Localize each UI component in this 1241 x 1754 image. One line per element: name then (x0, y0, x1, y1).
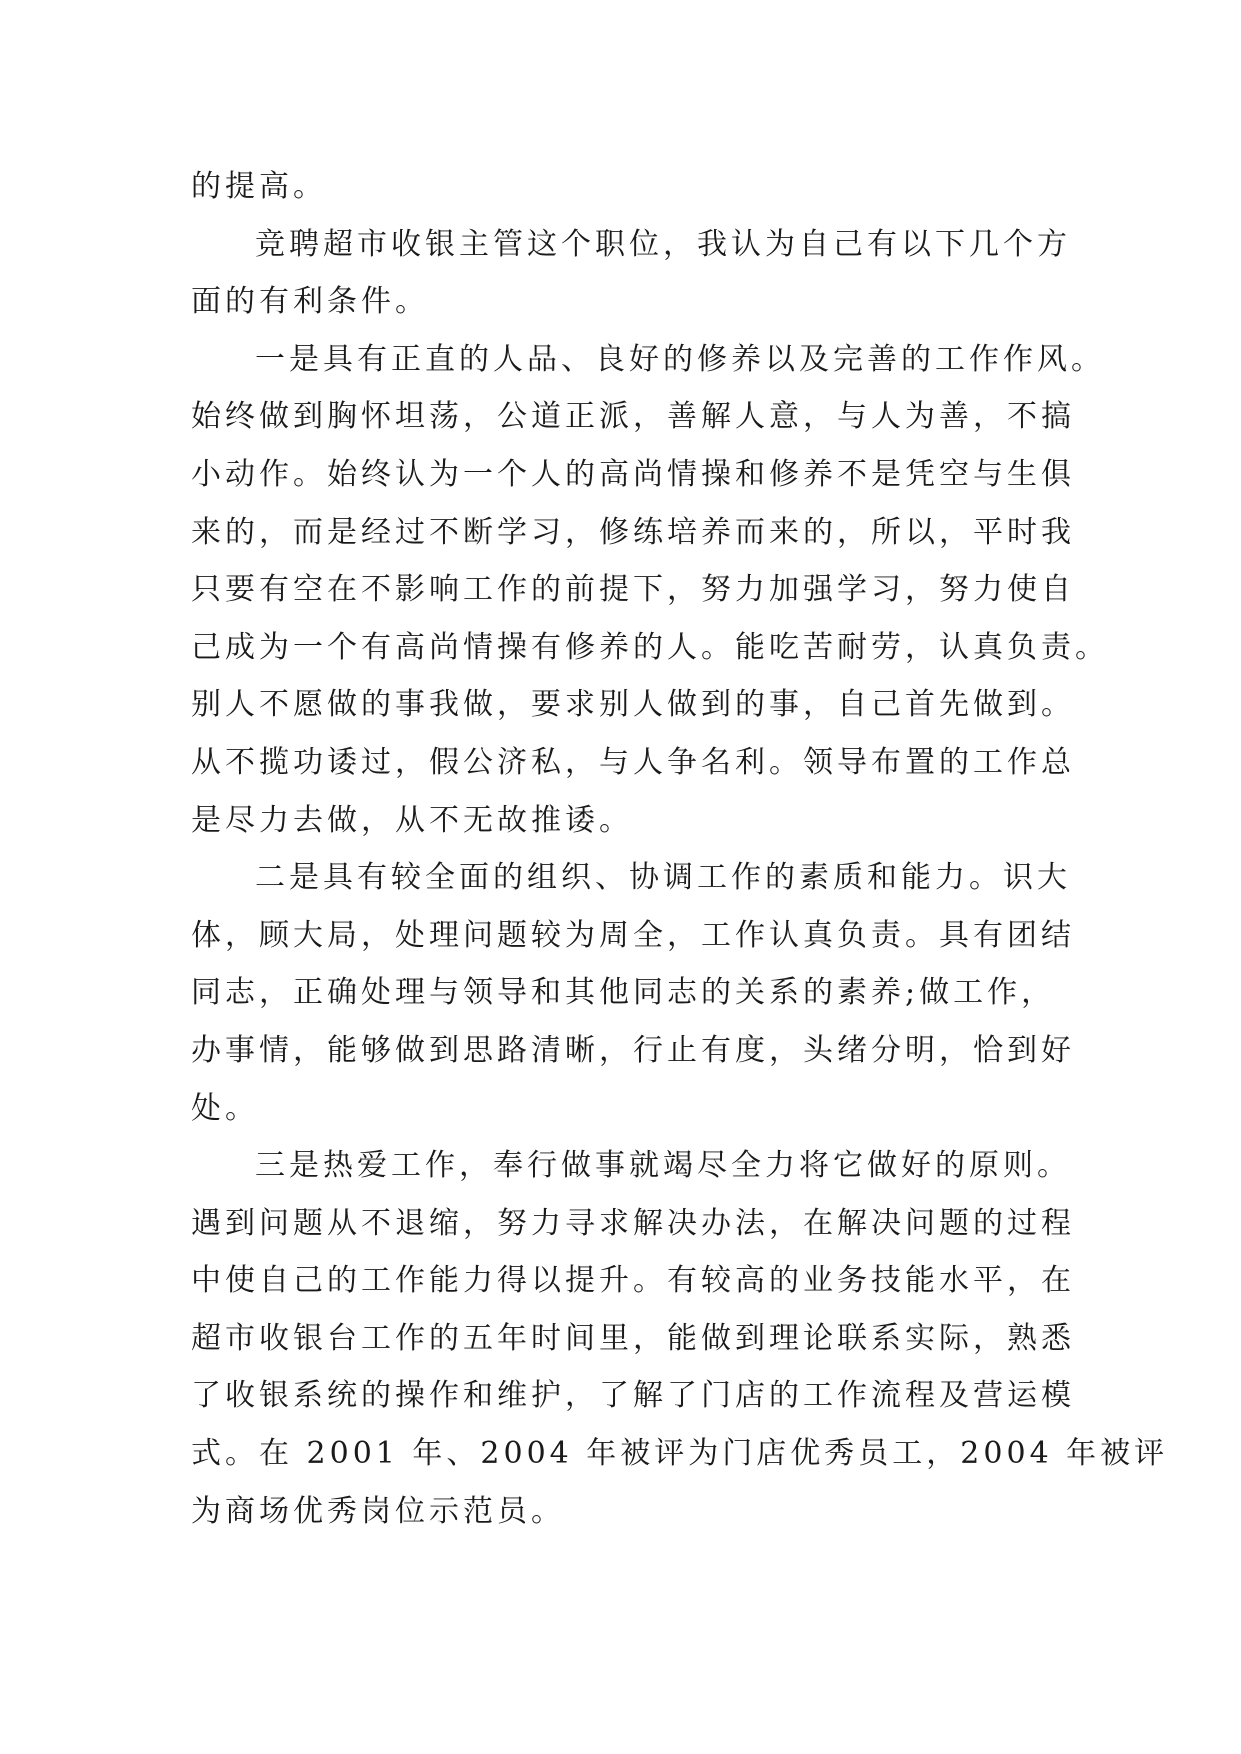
text-line: 面的有利条件。 (191, 284, 429, 320)
text-line: 同志，正确处理与领导和其他同志的关系的素养;做工作， (191, 975, 1056, 1011)
paragraph-start-line: 二是具有较全面的组织、协调工作的素质和能力。识大 (255, 860, 1071, 896)
paragraph-start-line: 一是具有正直的人品、良好的修养以及完善的工作作风。 (255, 341, 1105, 377)
text-line: 办事情，能够做到思路清晰，行止有度，头绪分明，恰到好 (191, 1032, 1075, 1068)
text-line: 遇到问题从不退缩，努力寻求解决办法，在解决问题的过程 (191, 1205, 1075, 1241)
text-line: 来的，而是经过不断学习，修练培养而来的，所以，平时我 (191, 514, 1075, 550)
text-line: 始终做到胸怀坦荡，公道正派，善解人意，与人为善，不搞 (191, 399, 1075, 435)
text-line: 别人不愿做的事我做，要求别人做到的事，自己首先做到。 (191, 687, 1075, 723)
text-line: 小动作。始终认为一个人的高尚情操和修养不是凭空与生俱 (191, 456, 1075, 492)
paragraph-start-line: 三是热爱工作，奉行做事就竭尽全力将它做好的原则。 (255, 1148, 1071, 1184)
text-line: 己成为一个有高尚情操有修养的人。能吃苦耐劳，认真负责。 (191, 629, 1109, 665)
text-line: 是尽力去做，从不无故推诿。 (191, 802, 633, 838)
text-line: 体，顾大局，处理问题较为周全，工作认真负责。具有团结 (191, 917, 1075, 953)
text-line: 的提高。 (191, 169, 327, 204)
paragraph-start-line: 竞聘超市收银主管这个职位，我认为自己有以下几个方 (255, 226, 1071, 262)
body-text (191, 158, 1169, 1540)
text-line: 式。在 2001 年、2004 年被评为门店优秀员工，2004 年被评 (191, 1436, 1169, 1472)
text-line: 从不揽功诿过，假公济私，与人争名利。领导布置的工作总 (191, 744, 1075, 780)
text-line: 处。 (191, 1090, 259, 1126)
text-line: 中使自己的工作能力得以提升。有较高的业务技能水平，在 (191, 1263, 1075, 1299)
text-line: 只要有空在不影响工作的前提下，努力加强学习，努力使自 (191, 572, 1075, 608)
text-line: 为商场优秀岗位示范员。 (191, 1493, 565, 1529)
text-line: 超市收银台工作的五年时间里，能做到理论联系实际，熟悉 (191, 1320, 1075, 1356)
text-line: 了收银系统的操作和维护，了解了门店的工作流程及营运模 (191, 1378, 1075, 1414)
